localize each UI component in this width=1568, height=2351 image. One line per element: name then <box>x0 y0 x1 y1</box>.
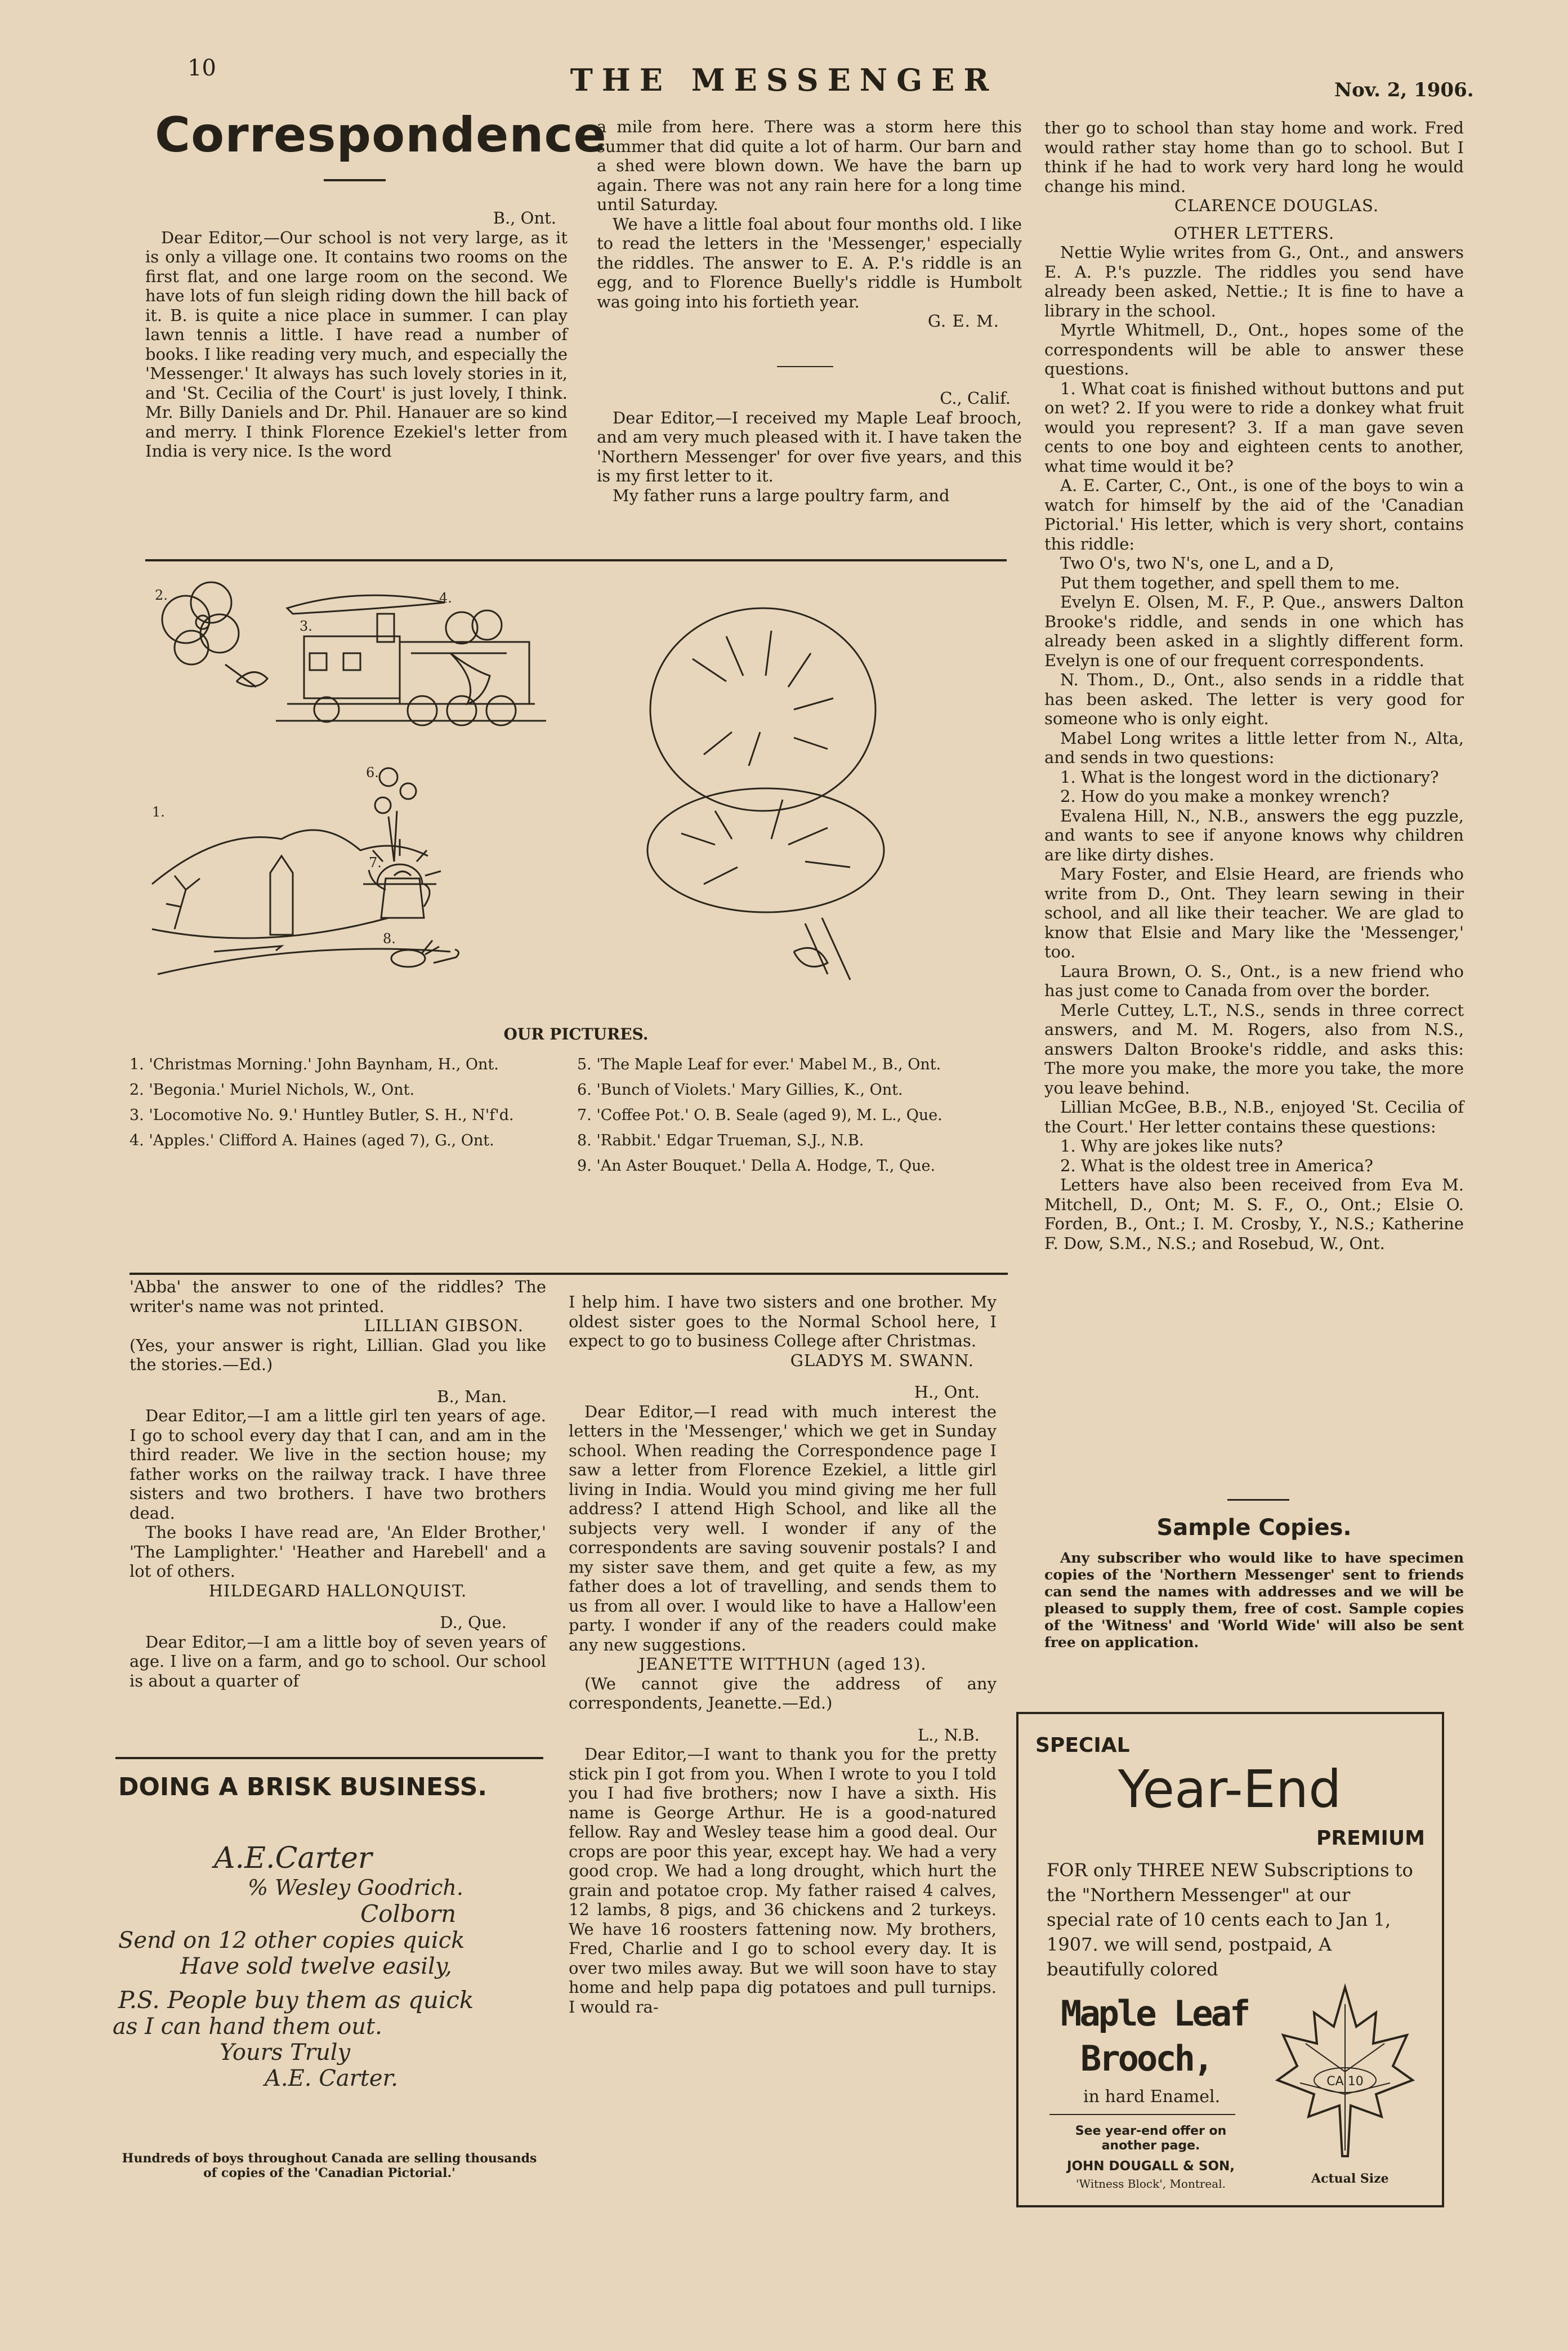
pic-label-2: 2. <box>155 587 168 603</box>
pictures-right-2: 6. 'Bunch of Violets.' Mary Gillies, K., Ont. <box>577 1081 903 1099</box>
year-end-ad <box>1016 1712 1444 2207</box>
pictures-right-3: 7. 'Coffee Pot.' O. B. Seale (aged 9), M. L., Que. <box>577 1107 942 1124</box>
pictures-left-4: 4. 'Apples.' Clifford A. Haines (aged 7), G., Ont. <box>129 1132 494 1149</box>
handwritten-letter: A.E.Carter % Wesley Goodrich. Colborn Send on 12 other copies quick Have sold twelve easily, P.S. People buy them as quick as I can hand them out. Yours Truly A.E. Carter. <box>113 1841 474 2091</box>
ad-body: FOR only THREE NEW Subscriptions to the "Northern Messenger" at our special rate of 10 cents each to Jan 1, 1907. we will send, postpaid, A beautifully colored <box>1047 1859 1413 1980</box>
business-title: DOING A BRISK BUSINESS. <box>118 1773 488 1801</box>
letter-divider <box>777 366 833 367</box>
page-number: 10 <box>187 55 216 81</box>
pic-label-3: 3. <box>300 618 312 634</box>
pictures-right-4: 8. 'Rabbit.' Edgar Trueman, S.J., N.B. <box>577 1132 864 1149</box>
ad-brooch: Brooch, <box>1080 2038 1212 2079</box>
masthead-title: THE MESSENGER <box>570 62 998 98</box>
pictures-left-1: 1. 'Christmas Morning.' John Baynham, H., Ont. <box>129 1056 499 1073</box>
locomotive-drawing <box>276 595 546 725</box>
pictures-right-1: 5. 'The Maple Leaf for ever.' Mabel M., B., Ont. <box>577 1056 941 1073</box>
violets-drawing <box>375 768 416 862</box>
sample-copies-body: Any subscriber who would like to have specimen copies of the 'Northern Messenger' sent to friends can send the names with addresses and we will be pleased to supply them, free of cost. Sample copies of the 'Witness' and 'World Wide' will also be sent free on application. <box>1044 1550 1464 1650</box>
pic-label-8: 8. <box>383 931 396 947</box>
pictures-list-left <box>129 1056 557 1157</box>
begonia-drawing <box>162 582 267 687</box>
rabbit-drawing <box>391 940 459 967</box>
pictures-bottom-rule <box>129 1273 1008 1275</box>
pictures-left-2: 2. 'Begonia.' Muriel Nichols, W., Ont. <box>129 1081 415 1099</box>
pictures-top-rule <box>145 559 1007 561</box>
ad-see: See year-end offer on another page. <box>1075 2124 1227 2153</box>
leaf-text: CA 10 <box>1326 2075 1364 2089</box>
lower-col1-letters: 'Abba' the answer to one of the riddles? The writer's name was not printed. LILLIAN GIBSON. (Yes, your answer is right, Lillian. Glad you like the stories.—Ed.) B., Man. Dear Editor,—I am a little girl ten years of age. I go to school every day that I can, and am in the third reader. We live in the section house; my father works on the railway track. I have three sisters and two brothers. I have two brothers dead. The books I have read are, 'An Elder Brother,' 'The Lamplighter.' 'Heather and Harebell' and a lot of others. HILDEGARD HALLONQUIST. D., Que. Dear Editor,—I am a little boy of seven years of age. I live on a farm, and go to school. Our school is about a quarter of <box>129 1277 546 1690</box>
maple-leaf-icon <box>1272 1982 1418 2167</box>
pic-label-4: 4. <box>439 590 452 606</box>
ad-maple: Maple Leaf <box>1061 1993 1249 2034</box>
ad-address: 'Witness Block', Montreal. <box>1076 2177 1226 2191</box>
ad-yearend: Year-End <box>1118 1759 1342 1819</box>
apples-drawing <box>446 610 502 704</box>
ad-premium: PREMIUM <box>1316 1827 1425 1850</box>
col3-letters: ther go to school than stay home and work. Fred would rather stay home than go to school. But I think if he had to work very hard long he would change his mind. CLARENCE DOUGLAS. OTHER LETTERS. Nettie Wylie writes from G., Ont., and answers E. A. P.'s puzzle. The riddles you send have already been asked, Nettie.; It is fine to have a library in the school. Myrtle Whitmell, D., Ont., hopes some of the correspondents will be able to answer these questions. 1. What coat is finished without buttons and put on wet? 2. If you were to ride a donkey what fruit would you represent? 3. If a man gave seven cents to one boy and eighteen cents to another, what time would it be? A. E. Carter, C., Ont., is one of the boys to win a watch for himself by the aid of the 'Canadian Pictorial.' His letter, which is very short, contains this riddle: Two O's, two N's, one L, and a D, Put them together, and spell them to me. Evelyn E. Olsen, M. F., P. Que., answers Dalton Brooke's riddle, and sends in one which has already been asked in a slightly different form. Evelyn is one of our frequent correspondents. N. Thom., D., Ont., also sends in a riddle that has been asked. The letter is very good for someone who is only eight. Mabel Long writes a little letter from N., Alta, and sends in two questions: 1. What is the longest word in the dictionary? 2. How do you make a monkey wrench? Evalena Hill, N., N.B., answers the egg puzzle, and wants to see if anyone knows why children are like dirty dishes. Mary Foster, and Elsie Heard, are friends who write from D., Ont. They learn sewing in their school, and all like their teacher. We are glad to know that Elsie and Mary like the 'Messenger,' too. Laura Brown, O. S., Ont., is a new friend who has just come to Canada from over the border. Merle Cuttey, L.T., N.S., sends in three correct answers, and M. M. Rogers, also from N.S., answers Dalton Brooke's riddle, and asks this: The more you make, the more you take, the more you leave behind. Lillian McGee, B.B., N.B., enjoyed 'St. Cecilia of the Court.' Her letter contains these questions: 1. Why are jokes like nuts? 2. What is the oldest tree in America? Letters have also been received from Eva M. Mitchell, D., Ont; M. S. F., O., Ont.; Elsie O. Forden, B., Ont.; I. M. Crosby, Y., N.S.; Katherine F. Dow, S.M., N.S.; and Rosebud, W., Ont. <box>1044 118 1464 1253</box>
letter-c-calif: C., Calif. Dear Editor,—I received my Maple Leaf brooch, and am very much pleased with it. I have taken the 'Northern Messenger' for over five years, and this is my first letter to it. My father runs a large poultry farm, and <box>597 389 1022 505</box>
issue-date: Nov. 2, 1906. <box>1334 79 1474 101</box>
letter-b-ont: B., Ont. Dear Editor,—Our school is not very large, as it is only a village one. It contains two rooms on the first flat, and one large room on the second. We have lots of fun sleigh riding down the hill back of it. B. is quite a nice place in summer. I can play lawn tennis a little. I have read a number of books. I like reading very much, and especially the 'Messenger.' It always has such lovely stories in it, and 'St. Cecilia of the Court' is just lovely, I think. Mr. Billy Daniels and Dr. Phil. Hanauer are so kind and merry. I think Florence Ezekiel's letter from India is very nice. Is the word <box>145 208 568 461</box>
christmas-morning-drawing <box>152 830 450 974</box>
pictures-list-right <box>577 1056 1005 1183</box>
pictures-right-5: 9. 'An Aster Bouquet.' Della A. Hodge, T., Que. <box>577 1157 936 1175</box>
ad-publisher: JOHN DOUGALL & SON, <box>1066 2159 1235 2174</box>
ad-enamel: in hard Enamel. <box>1083 2087 1221 2107</box>
letter-continuation-col2: a mile from here. There was a storm here this summer that did quite a lot of harm. Our barn and a shed were blown down. We have the barn up again. There was not any rain here for a long time until Saturday. We have a little foal about four months old. I like to read the letters in the 'Messenger,' especially the riddles. The answer to E. A. P.'s riddle is an egg, and to Florence Buelly's riddle is Humbolt was going into his fortieth year. G. E. M. <box>597 117 1022 331</box>
aster-bouquet-drawing <box>647 608 884 980</box>
lower-col2-letters: I help him. I have two sisters and one brother. My oldest sister goes to the Normal School here, I expect to go to business College after Christmas. GLADYS M. SWANN. H., Ont. Dear Editor,—I read with much interest the letters in the 'Messenger,' which we get in Sunday school. When reading the Correspondence page I saw a letter from Florence Ezekiel, a little girl living in India. Would you mind giving me her full address? I attend High School, and like all the subjects very well. I wonder if any of the correspondents are saving souvenir postals? I and my sister save them, and get quite a few, as my father does a lot of travelling, and sends them to us from all over. I would like to have a Hallow'een party. I wonder if any of the readers could make any new suggestions. JEANETTE WITTHUN (aged 13). (We cannot give the address of any correspondents, Jeanette.—Ed.) L., N.B. Dear Editor,—I want to thank you for the pretty stick pin I got from you. When I wrote to you I told you I had five brothers; now I have a sixth. His name is George Arthur. He is a good-natured fellow. Ray and Wesley tease him a good deal. Our crops are poor this year, except hay. We had a very good crop. We had a long drought, which hurt the grain and potatoe crop. My father raised 4 calves, 12 lambs, 8 pigs, and 36 chickens and 2 turkeys. We have 16 roosters fattening now. My brothers, Fred, Charlie and I go to school every day. It is over two miles away. But we will soon have to stay home and help papa dig potatoes and pull turnips. I would ra- <box>569 1292 997 2017</box>
sample-copies-title: Sample Copies. <box>1156 1515 1352 1541</box>
ad-actual-size: Actual Size <box>1311 2171 1389 2186</box>
business-top-rule <box>115 1757 543 1759</box>
pictures-left-3: 3. 'Locomotive No. 9.' Huntley Butler, S. H., N'f'd. <box>129 1107 514 1124</box>
correspondence-title: Correspondence <box>155 107 607 163</box>
sample-divider <box>1227 1499 1289 1501</box>
other-letters-title: OTHER LETTERS. <box>1173 223 1335 243</box>
pic-label-7: 7. <box>369 855 382 871</box>
business-caption: Hundreds of boys throughout Canada are selling thousands of copies of the 'Canadian Pictorial.' <box>122 2151 537 2180</box>
readers-drawings <box>141 569 1019 1014</box>
our-pictures-title: OUR PICTURES. <box>503 1025 649 1043</box>
pic-label-1: 1. <box>152 804 165 820</box>
pic-label-6: 6. <box>366 765 379 780</box>
title-rule <box>324 179 386 181</box>
ad-special: SPECIAL <box>1035 1734 1130 1757</box>
